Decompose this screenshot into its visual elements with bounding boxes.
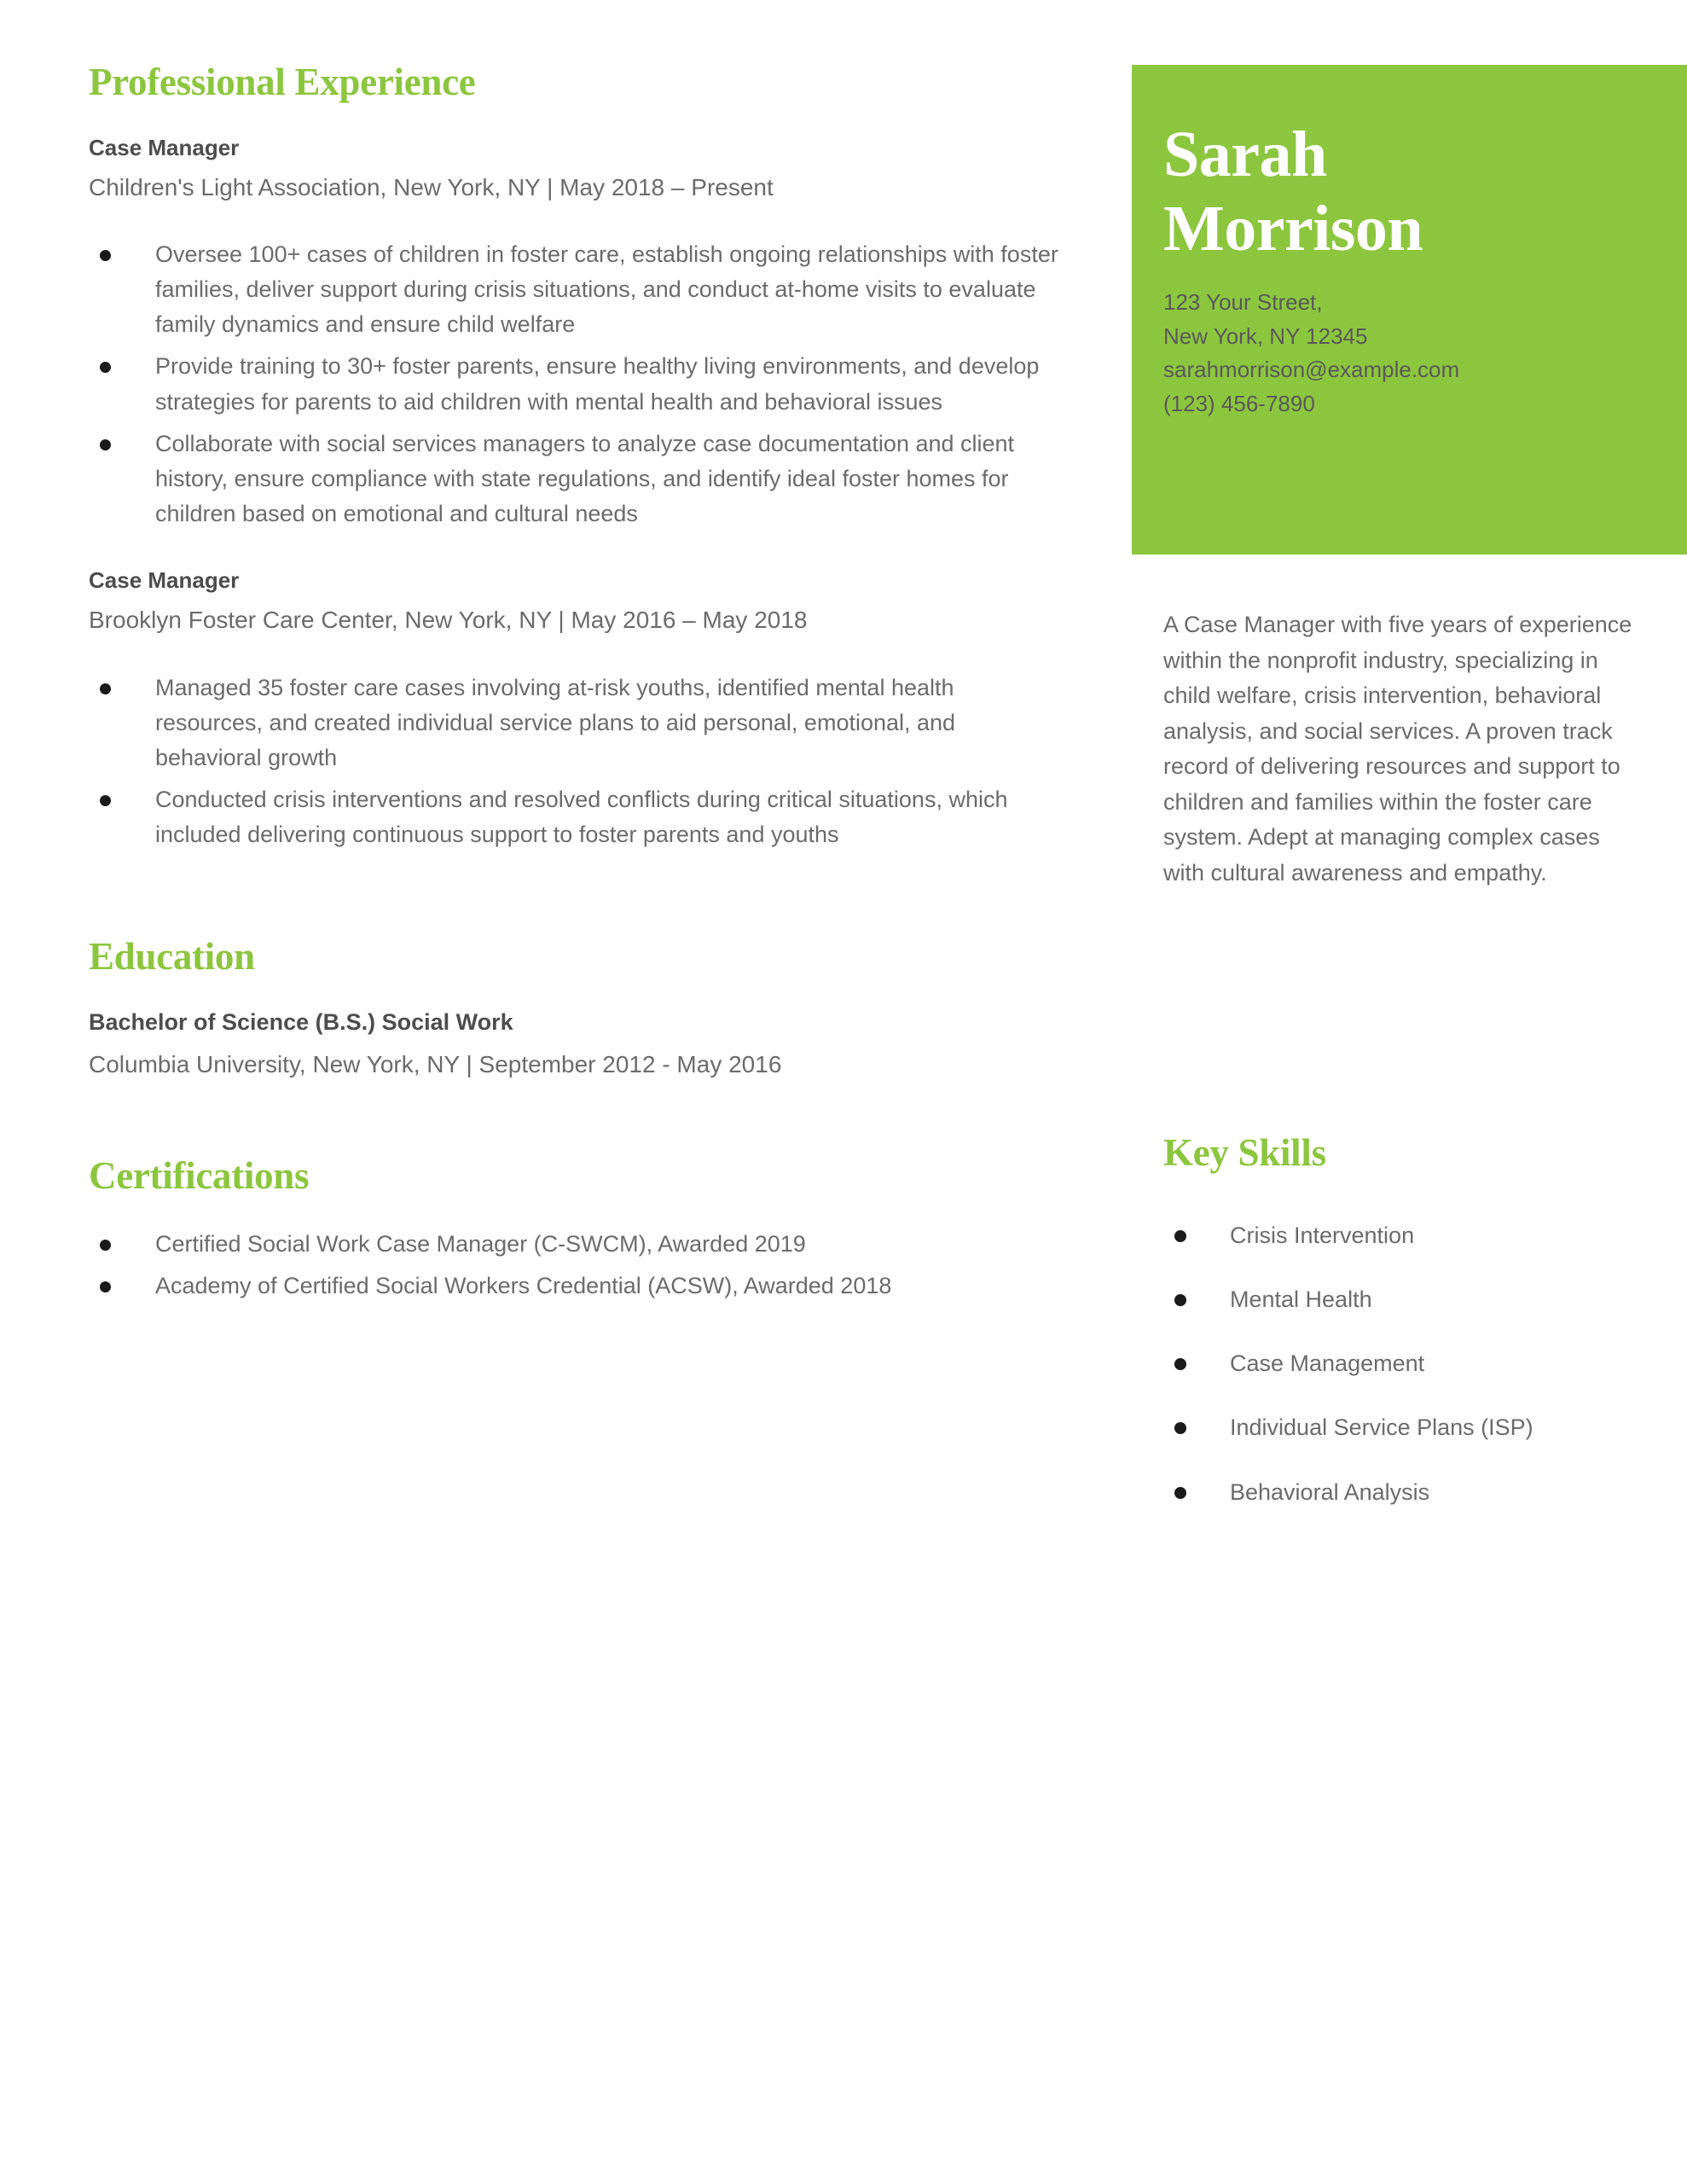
section-spacer	[89, 1130, 1061, 1155]
bullet-dot-icon	[100, 795, 111, 806]
contact-phone[interactable]: (123) 456-7890	[1163, 390, 1315, 416]
list-item	[1163, 1411, 1658, 1444]
section-certifications	[89, 1155, 1061, 1304]
list-item	[89, 671, 1061, 775]
list-item	[1163, 1219, 1658, 1252]
list-item	[1163, 1476, 1658, 1509]
list-item	[89, 1227, 1061, 1262]
bullet-dot-icon	[100, 1281, 111, 1292]
section-spacer	[89, 886, 1061, 936]
experience-entry	[89, 566, 1061, 852]
list-item	[89, 349, 1061, 419]
last-name: Morrison	[1163, 192, 1423, 264]
job-meta: Brooklyn Foster Care Center, New York, NY | May 2016 – May 2018	[89, 606, 808, 633]
list-item	[89, 237, 1061, 342]
skill-text: Mental Health	[1230, 1287, 1372, 1313]
bullet-text: Provide training to 30+ foster parents, ensure healthy living environments, and develop strategies for parents to aid children with mental health and behavioral issues	[155, 353, 1040, 415]
main-content-column	[89, 61, 1061, 1338]
key-skills-heading: Key Skills	[1163, 1131, 1326, 1174]
bullet-dot-icon	[100, 362, 111, 373]
certification-text: Academy of Certified Social Workers Credential (ACSW), Awarded 2018	[155, 1272, 892, 1298]
bullet-text: Conducted crisis interventions and resolved conflicts during critical situations, which included delivering continuous support to foster parents and youths	[155, 786, 1008, 847]
skill-text: Case Management	[1230, 1350, 1425, 1377]
list-item	[89, 782, 1061, 852]
first-name: Sarah	[1163, 119, 1327, 190]
name-contact-banner	[1132, 65, 1687, 555]
section-education	[89, 936, 1061, 1081]
professional-summary	[1163, 607, 1641, 892]
education-degree: Bachelor of Science (B.S.) Social Work	[89, 1009, 513, 1036]
list-item	[89, 427, 1061, 531]
professional-experience-heading: Professional Experience	[89, 61, 476, 103]
job-title: Case Manager	[89, 566, 240, 593]
list-item	[1163, 1347, 1658, 1380]
sidebar-column	[1132, 0, 1687, 2184]
key-skills-list	[1163, 1219, 1658, 1509]
contact-email[interactable]: sarahmorrison@example.com	[1163, 357, 1460, 383]
section-key-skills	[1163, 1130, 1658, 1540]
education-entry	[89, 1007, 1061, 1080]
skill-text: Behavioral Analysis	[1230, 1478, 1430, 1505]
section-professional-experience	[89, 61, 1061, 852]
skill-text: Individual Service Plans (ISP)	[1230, 1414, 1533, 1441]
bullet-text: Managed 35 foster care cases involving at-risk youths, identified mental health resources, and created individual service plans to aid personal, emotional, and behavioral growth	[155, 674, 956, 770]
list-item	[89, 1269, 1061, 1304]
list-item	[1163, 1283, 1658, 1316]
bullet-dot-icon	[1174, 1230, 1186, 1242]
bullet-dot-icon	[100, 1240, 111, 1251]
job-title: Case Manager	[89, 134, 240, 160]
candidate-name	[1163, 118, 1653, 265]
job-bullet-list	[89, 671, 1061, 852]
bullet-dot-icon	[100, 683, 111, 694]
skill-text: Crisis Intervention	[1230, 1223, 1415, 1248]
education-meta: Columbia University, New York, NY | September 2012 - May 2016	[89, 1050, 782, 1077]
bullet-dot-icon	[100, 439, 111, 450]
contact-block	[1163, 286, 1653, 421]
job-bullet-list	[89, 237, 1061, 531]
bullet-dot-icon	[100, 250, 111, 261]
experience-entry	[89, 133, 1061, 531]
contact-street: 123 Your Street,	[1163, 289, 1323, 316]
bullet-dot-icon	[1174, 1422, 1186, 1434]
job-meta: Children's Light Association, New York, NY | May 2018 – Present	[89, 173, 774, 200]
summary-text: A Case Manager with five years of experience within the nonprofit industry, specializing in child welfare, crisis intervention, behavioral analysis, and social services. A proven track record of delivering resources and support to children and families within the foster care system. Adept at managing complex cases with cultural awareness and empathy.	[1163, 612, 1632, 886]
certifications-heading: Certifications	[89, 1154, 310, 1198]
education-heading: Education	[89, 934, 255, 978]
bullet-text: Oversee 100+ cases of children in foster care, establish ongoing relationships with foster families, deliver support during crisis situations, and conduct at-home visits to evaluate family dynamics and ensure child welfare	[155, 241, 1058, 338]
bullet-dot-icon	[1174, 1294, 1186, 1306]
bullet-dot-icon	[1174, 1358, 1186, 1370]
bullet-text: Collaborate with social services managers to analyze case documentation and client history, ensure compliance with state regulations, and identify ideal foster homes for children based on emotional and cultural needs	[155, 430, 1015, 526]
certification-text: Certified Social Work Case Manager (C-SWCM), Awarded 2019	[155, 1230, 806, 1257]
bullet-dot-icon	[1174, 1487, 1186, 1499]
contact-city-state-zip: New York, NY 12345	[1163, 322, 1368, 349]
certifications-list	[89, 1227, 1061, 1304]
